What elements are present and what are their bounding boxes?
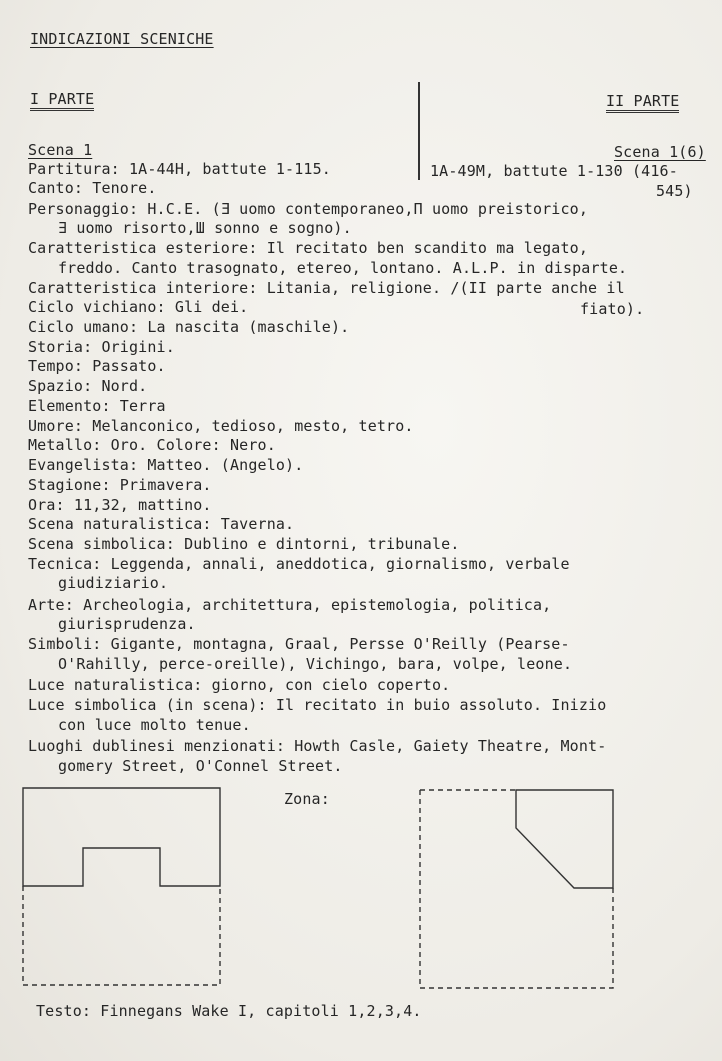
line-umore: Umore: Melanconico, tedioso, mesto, tetro. [28, 417, 414, 435]
line-canto: Canto: Tenore. [28, 179, 157, 197]
line-personaggio-cont: ∃ uomo risorto,Ш sonno e sogno). [58, 219, 352, 237]
line-arte: Arte: Archeologia, architettura, epistemologia, politica, [28, 596, 552, 614]
line-luce-simbolica-cont: con luce molto tenue. [58, 716, 251, 734]
part-one-text: I PARTE [30, 90, 94, 111]
line-tecnica-cont: giudiziario. [58, 574, 169, 592]
line-arte-cont: giurisprudenza. [58, 615, 196, 633]
line-stagione: Stagione: Primavera. [28, 476, 212, 494]
line-ciclo-vichiano: Ciclo vichiano: Gli dei. [28, 298, 249, 316]
line-elemento: Elemento: Terra [28, 397, 166, 415]
testo-line: Testo: Finnegans Wake I, capitoli 1,2,3,4. [36, 1002, 422, 1020]
partitura-left: Partitura: 1A-44H, battute 1-115. [28, 160, 331, 178]
line-metallo: Metallo: Oro. Colore: Nero. [28, 436, 276, 454]
line-luce-naturalistica: Luce naturalistica: giorno, con cielo coperto. [28, 676, 451, 694]
line-spazio: Spazio: Nord. [28, 377, 148, 395]
line-tecnica: Tecnica: Leggenda, annali, aneddotica, giornalismo, verbale [28, 555, 570, 573]
line-tempo: Tempo: Passato. [28, 357, 166, 375]
line-scena-naturalistica: Scena naturalistica: Taverna. [28, 515, 295, 533]
left-stage-dashed-area [23, 886, 220, 985]
line-ora: Ora: 11,32, mattino. [28, 496, 212, 514]
right-stage-outline [516, 790, 613, 888]
line-evangelista: Evangelista: Matteo. (Angelo). [28, 456, 304, 474]
line-car-esteriore-cont: freddo. Canto trasognato, etereo, lontano. A.L.P. in disparte. [58, 259, 628, 277]
part-two-text: II PARTE [606, 92, 679, 113]
page-heading: INDICAZIONI SCENICHE [30, 30, 214, 48]
line-car-esteriore: Caratteristica esteriore: Il recitato ben scandito ma legato, [28, 239, 589, 257]
partitura-right-1: 1A-49M, battute 1-130 (416- [430, 162, 678, 180]
line-storia: Storia: Origini. [28, 338, 175, 356]
partitura-right-2: 545) [656, 182, 693, 200]
scene-right: Scena 1(6) [614, 143, 706, 161]
line-ciclo-umano: Ciclo umano: La nascita (maschile). [28, 318, 350, 336]
zona-label: Zona: [284, 790, 330, 808]
line-fiato: fiato). [580, 300, 645, 318]
line-simboli-cont: O'Rahilly, perce-oreille), Vichingo, bara, volpe, leone. [58, 655, 573, 673]
left-stage-outline [23, 788, 220, 886]
line-personaggio: Personaggio: H.C.E. (Ǝ uomo contemporaneo,Π uomo preistorico, [28, 200, 589, 218]
line-car-interiore: Caratteristica interiore: Litania, religione. /(II parte anche il [28, 279, 625, 297]
line-simboli: Simboli: Gigante, montagna, Graal, Persse O'Reilly (Pearse- [28, 635, 570, 653]
line-luoghi: Luoghi dublinesi menzionati: Howth Casle, Gaiety Theatre, Mont- [28, 737, 607, 755]
line-luoghi-cont: gomery Street, O'Connel Street. [58, 757, 343, 775]
line-luce-simbolica: Luce simbolica (in scena): Il recitato in buio assoluto. Inizio [28, 696, 607, 714]
line-scena-simbolica: Scena simbolica: Dublino e dintorni, tribunale. [28, 535, 460, 553]
scene-left: Scena 1 [28, 141, 93, 159]
